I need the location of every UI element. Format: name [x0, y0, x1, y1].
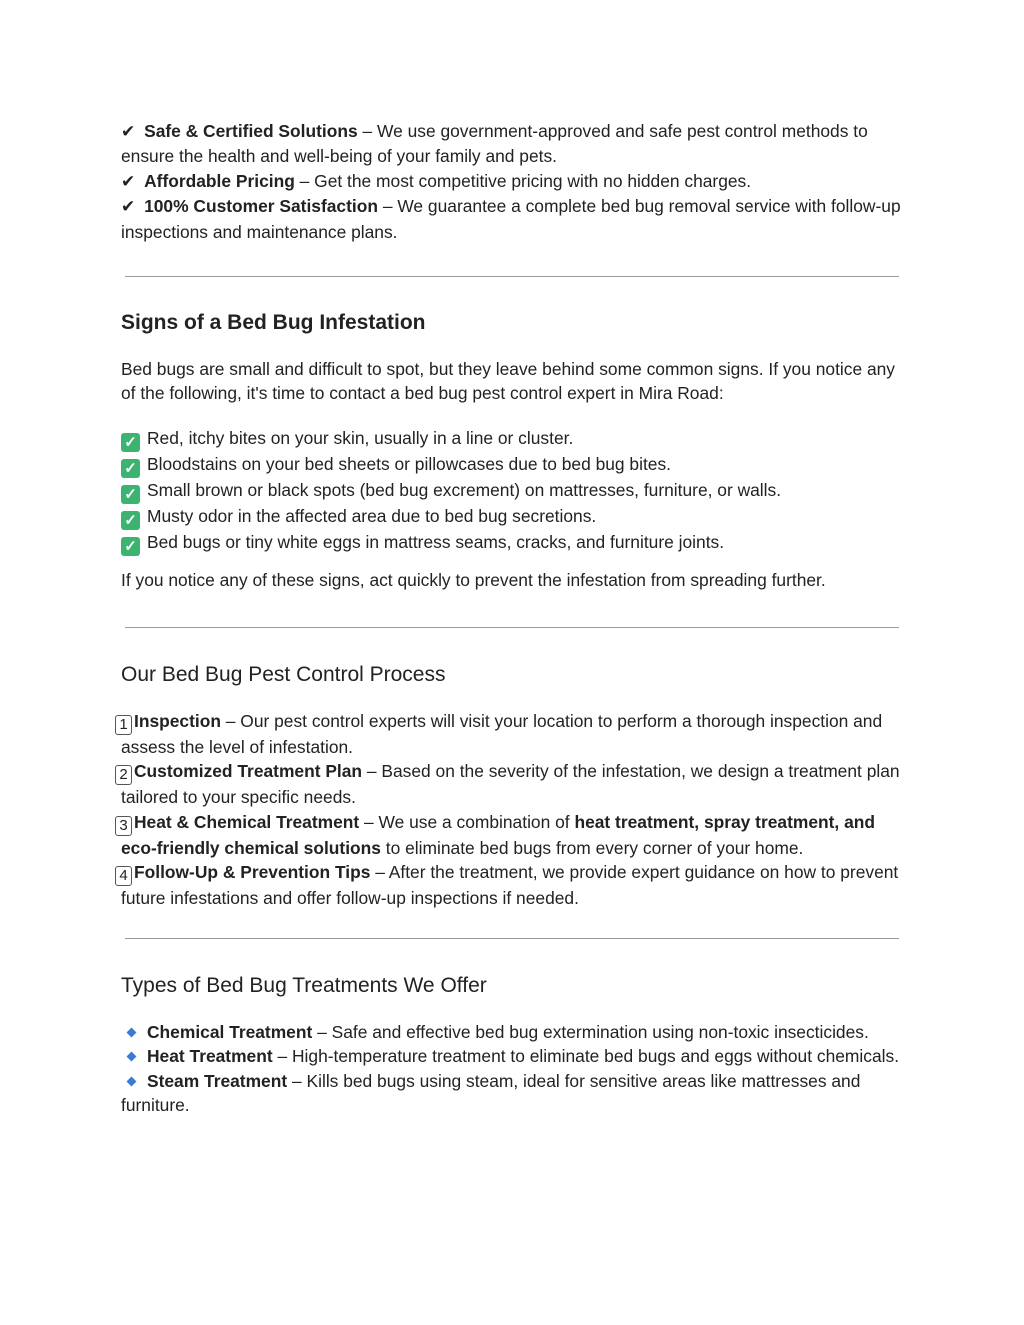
check-box-icon: ✓ — [121, 485, 140, 504]
keycap-number-icon: 2 — [115, 765, 132, 785]
treatment-text: – High-temperature treatment to eliminate bed bugs and eggs without chemicals. — [272, 1046, 900, 1067]
treatment-item — [121, 1044, 906, 1068]
step-text: to eliminate bed bugs from every corner of your home. — [380, 837, 804, 858]
keycap-number-icon: 3 — [115, 816, 132, 836]
list-item — [121, 478, 906, 504]
check-box-icon: ✓ — [121, 537, 140, 556]
step-text: – Our pest control experts will visit your location to perform a thorough inspection and assess the level of infestation. — [121, 711, 883, 757]
treatments-list — [121, 1020, 906, 1118]
process-steps — [121, 709, 906, 911]
list-item-text: Musty odor in the affected area due to bed bug secretions. — [147, 506, 597, 526]
divider — [125, 938, 899, 939]
signs-closing — [121, 568, 906, 592]
benefit-title: Safe & Certified Solutions — [144, 121, 358, 141]
list-item — [121, 452, 906, 478]
list-item — [121, 504, 906, 530]
benefits-list — [121, 119, 906, 244]
process-step — [121, 759, 906, 809]
list-item-text: Bed bugs or tiny white eggs in mattress seams, cracks, and furniture joints. — [147, 532, 725, 552]
treatment-item — [121, 1069, 906, 1118]
signs-closing-text: If you notice any of these signs, act quickly to prevent the infestation from spreading further. — [121, 570, 826, 590]
step-title: Inspection — [134, 711, 221, 731]
step-title: Customized Treatment Plan — [134, 761, 363, 782]
treatment-title: Steam Treatment — [147, 1070, 288, 1091]
step-title: Heat & Chemical Treatment — [134, 811, 360, 832]
benefit-text: – Get the most competitive pricing with no hidden charges. — [294, 170, 752, 191]
treatment-title: Heat Treatment — [147, 1046, 273, 1067]
list-item-text: Bloodstains on your bed sheets or pillowcases due to bed bug bites. — [147, 454, 671, 474]
benefit-item — [121, 119, 906, 169]
benefit-text: – We guarantee a complete bed bug removal service with follow-up inspections and maintenance plans. — [121, 196, 901, 242]
step-text: – After the treatment, we provide expert guidance on how to prevent future infestations and offer follow-up inspections if needed. — [121, 862, 899, 909]
divider — [125, 627, 899, 628]
signs-intro-text: Bed bugs are small and difficult to spot, but they leave behind some common signs. If you notice any of the following, it's time to contact a bed bug pest control expert in Mira Road: — [121, 359, 896, 404]
treatment-item — [121, 1020, 906, 1044]
blue-diamond-icon — [127, 1052, 137, 1062]
signs-list — [121, 426, 906, 556]
keycap-number-icon: 1 — [115, 715, 132, 735]
list-item-text: Small brown or black spots (bed bug excrement) on mattresses, furniture, or walls. — [147, 480, 782, 500]
checkmark-icon: ✔ — [121, 171, 136, 191]
check-box-icon: ✓ — [121, 433, 140, 452]
divider — [125, 276, 899, 277]
treatment-text: – Safe and effective bed bug extermination using non-toxic insecticides. — [312, 1022, 869, 1042]
step-text: – Based on the severity of the infestation, we design a treatment plan tailored to your specific needs. — [121, 761, 900, 808]
process-step — [121, 860, 906, 910]
treatment-title: Chemical Treatment — [147, 1022, 313, 1042]
check-box-icon: ✓ — [121, 511, 140, 530]
process-heading: Our Bed Bug Pest Control Process — [121, 663, 446, 686]
benefit-item — [121, 194, 906, 244]
step-text: – We use a combination of — [359, 811, 575, 832]
benefit-title: 100% Customer Satisfaction — [144, 196, 378, 217]
step-bold-text: heat treatment, spray treatment, and eco-friendly chemical solutions — [121, 811, 876, 858]
list-item — [121, 530, 906, 556]
benefit-item — [121, 169, 906, 194]
benefit-text: – We use government-approved and safe pest control methods to ensure the health and well-being of your family and pets. — [121, 121, 868, 167]
benefit-title: Affordable Pricing — [144, 170, 295, 191]
treatment-text: – Kills bed bugs using steam, ideal for sensitive areas like mattresses and furniture. — [121, 1070, 861, 1116]
list-item — [121, 426, 906, 452]
check-box-icon: ✓ — [121, 459, 140, 478]
process-step — [121, 709, 906, 759]
step-title: Follow-Up & Prevention Tips — [134, 862, 371, 883]
blue-diamond-icon — [127, 1076, 137, 1086]
keycap-number-icon: 4 — [115, 866, 132, 886]
signs-intro — [121, 357, 906, 406]
blue-diamond-icon — [127, 1027, 137, 1037]
treatments-heading: Types of Bed Bug Treatments We Offer — [121, 974, 487, 997]
checkmark-icon: ✔ — [121, 197, 136, 217]
process-step — [121, 810, 906, 860]
checkmark-icon: ✔ — [121, 122, 136, 141]
signs-heading: Signs of a Bed Bug Infestation — [121, 311, 426, 334]
list-item-text: Red, itchy bites on your skin, usually in a line or cluster. — [147, 428, 574, 448]
